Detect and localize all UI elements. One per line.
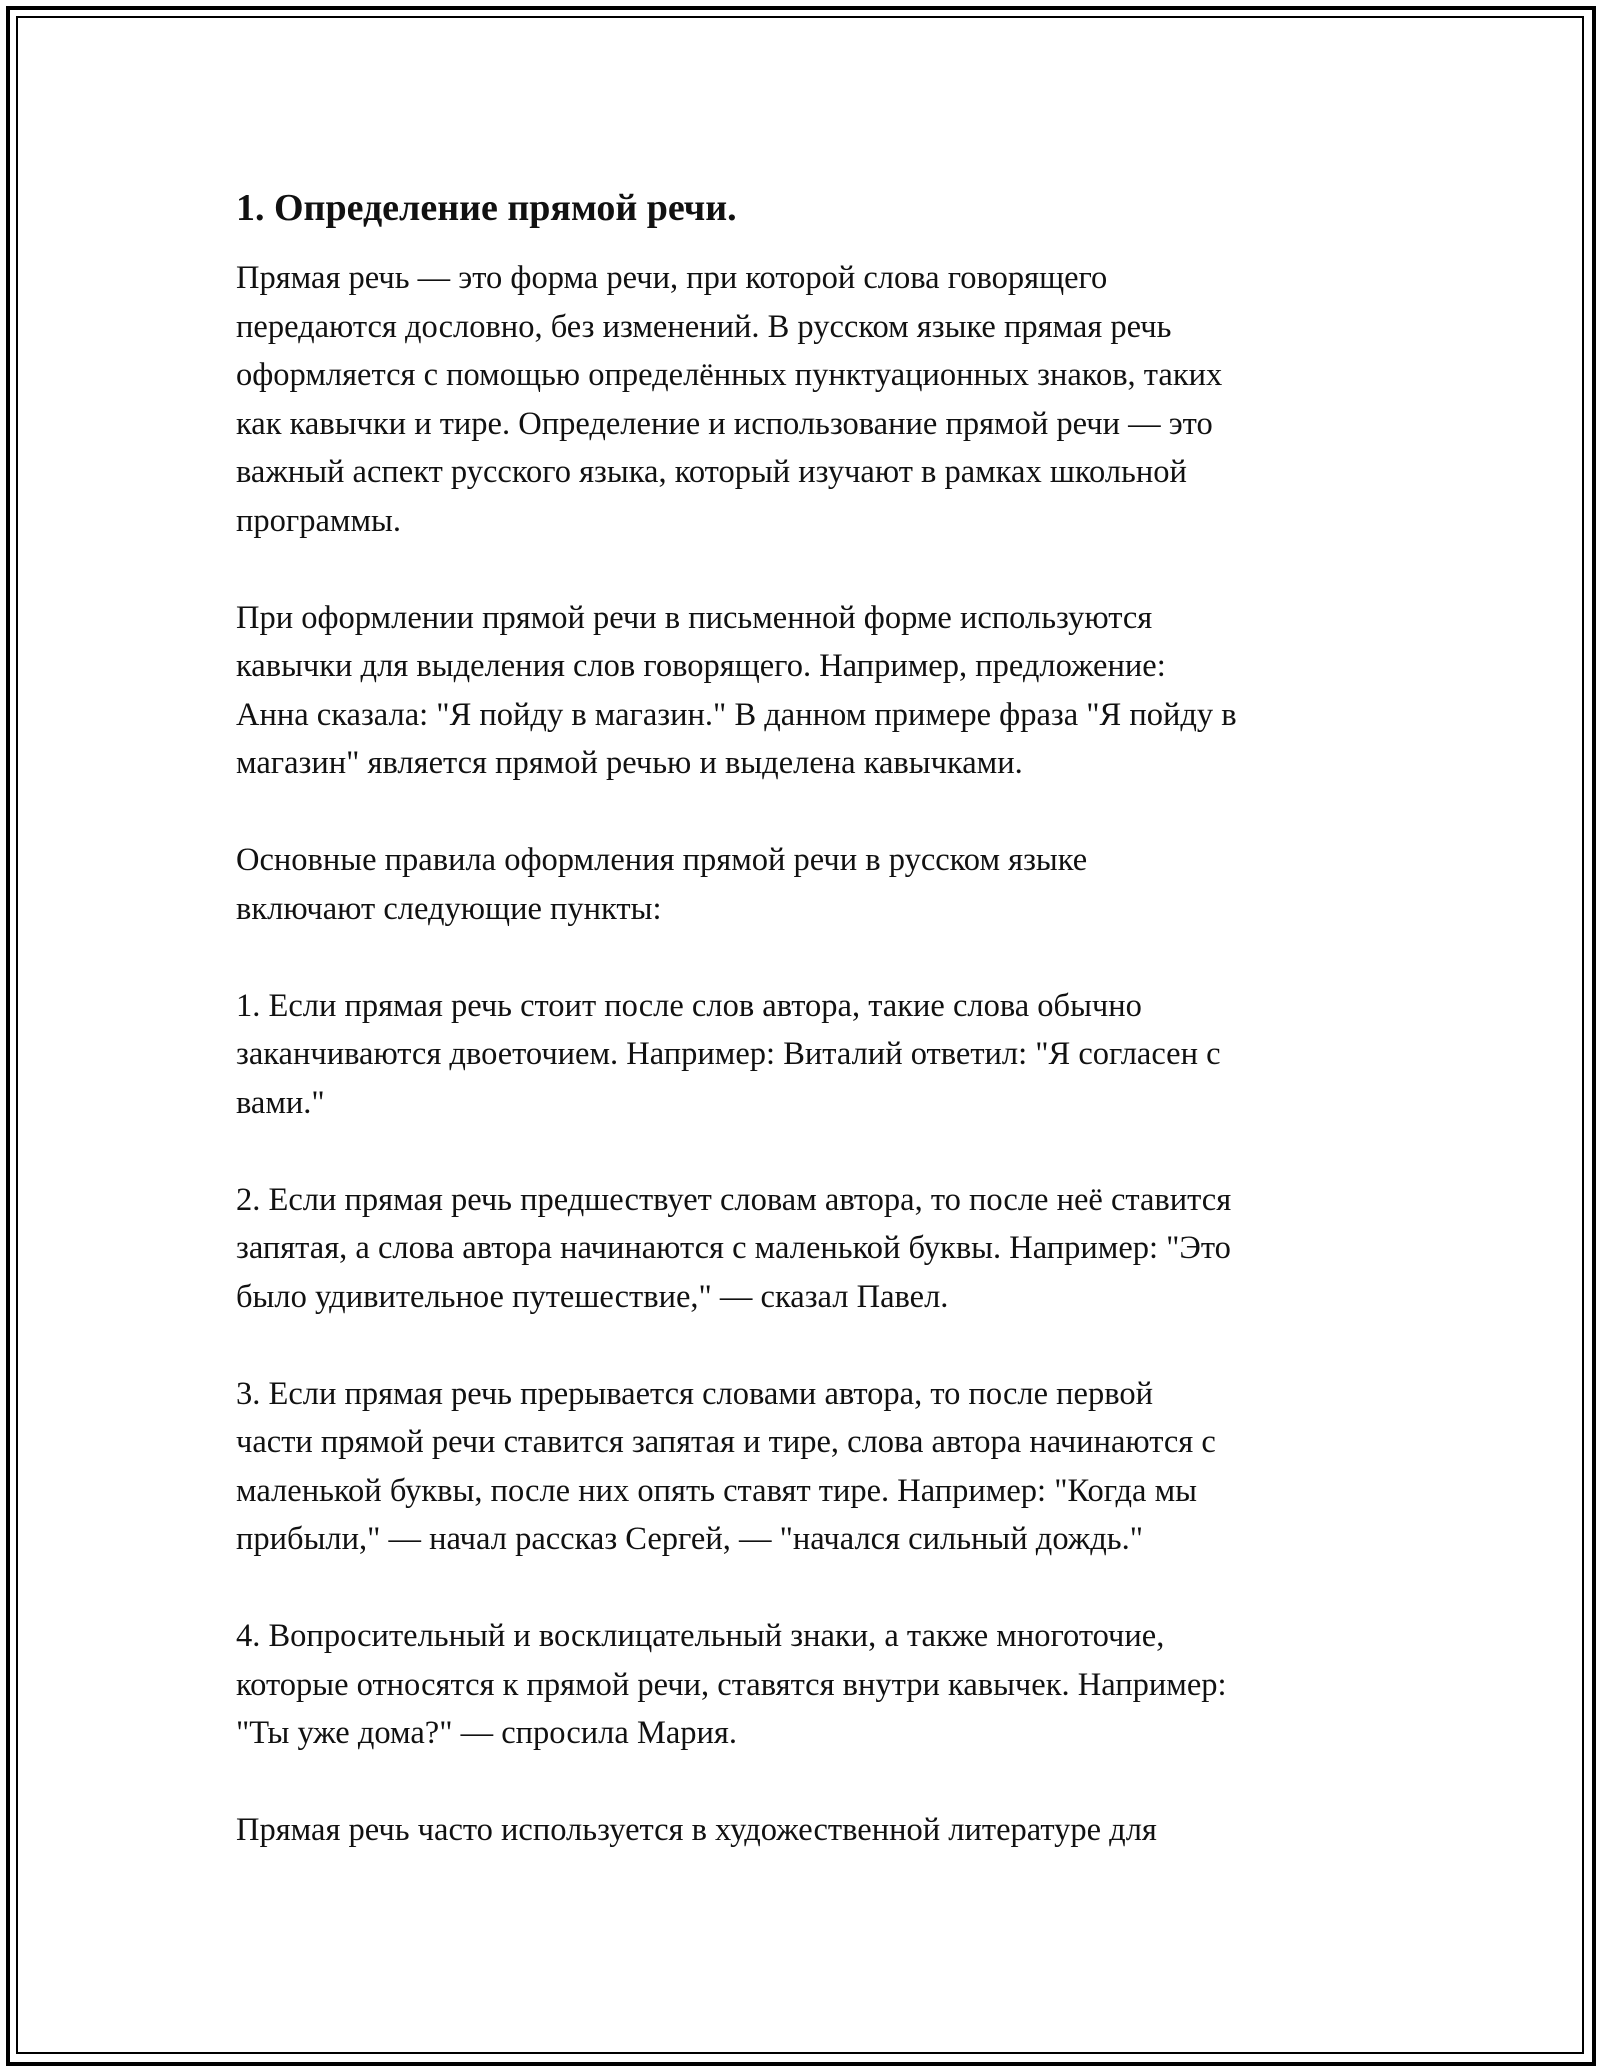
text-line: было удивительное путешествие," — сказал Павел.	[236, 1278, 949, 1315]
text-line: заканчиваются двоеточием. Например: Виталий ответил: "Я согласен с	[236, 1036, 1221, 1072]
text-line: вами."	[236, 1084, 325, 1121]
text-line: как кавычки и тире. Определение и использование прямой речи — это	[236, 405, 1213, 442]
text-line: Прямая речь часто используется в художественной литературе для	[236, 1812, 1157, 1848]
paragraph	[236, 594, 1386, 788]
text-line: 1. Если прямая речь стоит после слов автора, такие слова обычно	[236, 987, 1142, 1024]
paragraph	[236, 1176, 1386, 1322]
paragraph	[236, 836, 1386, 933]
text-line: прибыли," — начал рассказ Сергей, — "начался сильный дождь."	[236, 1521, 1143, 1557]
text-line: запятая, а слова автора начинаются с маленькой буквы. Например: "Это	[236, 1230, 1231, 1266]
text-line: Анна сказала: "Я пойду в магазин." В данном примере фраза "Я пойду в	[236, 696, 1237, 733]
text-line: магазин" является прямой речью и выделена кавычками.	[236, 745, 1023, 781]
text-line: оформляется с помощью определённых пунктуационных знаков, таких	[236, 357, 1223, 393]
text-line: программы.	[236, 502, 401, 539]
text-line: части прямой речи ставится запятая и тире, слова автора начинаются с	[236, 1424, 1216, 1460]
text-line: 4. Вопросительный и восклицательный знаки, а также многоточие,	[236, 1618, 1165, 1654]
paragraph	[236, 254, 1386, 545]
text-line: 2. Если прямая речь предшествует словам автора, то после неё ставится	[236, 1181, 1232, 1218]
text-line: Прямая речь — это форма речи, при которой слова говорящего	[236, 260, 1108, 296]
text-line: кавычки для выделения слов говорящего. Например, предложение:	[236, 648, 1166, 684]
text-line: "Ты уже дома?" — спросила Мария.	[236, 1715, 737, 1751]
paragraph	[236, 1612, 1386, 1758]
text-line: важный аспект русского языка, который изучают в рамках школьной	[236, 454, 1187, 490]
paragraph-list	[236, 254, 1386, 1855]
text-line: Основные правила оформления прямой речи в русском языке	[236, 842, 1088, 878]
document-body	[236, 184, 1386, 1903]
text-line: При оформлении прямой речи в письменной форме используются	[236, 599, 1153, 636]
text-line: передаются дословно, без изменений. В русском языке прямая речь	[236, 308, 1172, 345]
section-heading: 1. Определение прямой речи.	[236, 187, 737, 229]
text-line: включают следующие пункты:	[236, 890, 662, 927]
text-line: маленькой буквы, после них опять ставят тире. Например: "Когда мы	[236, 1472, 1197, 1509]
paragraph	[236, 982, 1386, 1128]
paragraph	[236, 1370, 1386, 1564]
paragraph	[236, 1806, 1386, 1855]
text-line: которые относятся к прямой речи, ставятся внутри кавычек. Например:	[236, 1666, 1227, 1703]
text-line: 3. Если прямая речь прерывается словами автора, то после первой	[236, 1375, 1153, 1412]
